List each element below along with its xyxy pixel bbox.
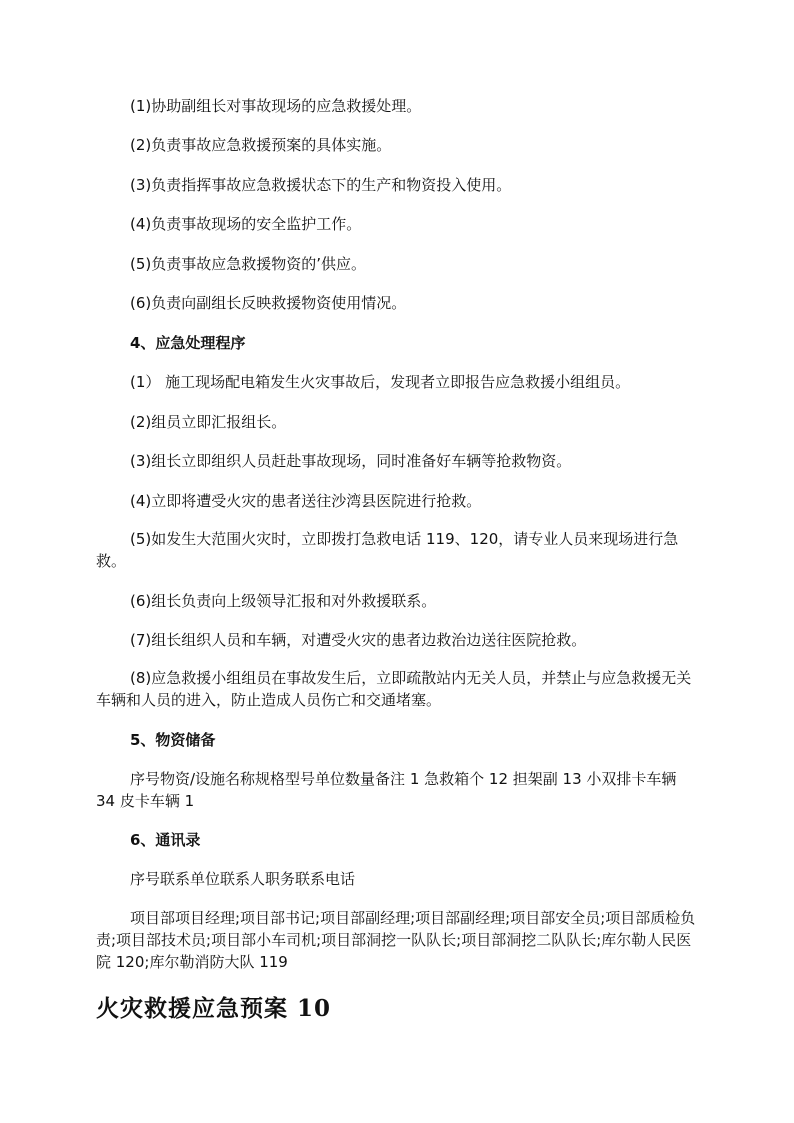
paragraph: (7)组长组织人员和车辆，对遭受火灾的患者边救治边送往医院抢救。 — [130, 631, 587, 649]
paragraph: (5)如发生大范围火灾时，立即拨打急救电话 119、120，请专业人员来现场进行急救。 — [96, 530, 679, 570]
contacts-header: 序号联系单位联系人职务联系电话 — [130, 870, 356, 888]
supplies-list: 序号物资/设施名称规格型号单位数量备注 1 急救箱个 12 担架副 13 小双排卡车辆 34 皮卡车辆 1 — [96, 770, 677, 810]
paragraph: (5)负责事故应急救援物资的’供应。 — [130, 255, 367, 273]
paragraph: (4)立即将遭受火灾的患者送往沙湾县医院进行抢救。 — [130, 492, 482, 510]
paragraph: (6)组长负责向上级领导汇报和对外救援联系。 — [130, 592, 437, 610]
paragraph: (1)协助副组长对事故现场的应急救援处理。 — [130, 97, 422, 115]
paragraph: (8)应急救援小组组员在事故发生后，立即疏散站内无关人员，并禁止与应急救援无关车辆和人员的进入，防止造成人员伤亡和交通堵塞。 — [96, 669, 692, 709]
paragraph: (3)组长立即组织人员赶赴事故现场，同时准备好车辆等抢救物资。 — [130, 452, 572, 470]
section-heading: 6、通讯录 — [130, 831, 201, 849]
paragraph: (4)负责事故现场的安全监护工作。 — [130, 215, 362, 233]
contacts-list: 项目部项目经理;项目部书记;项目部副经理;项目部副经理;项目部安全员;项目部质检负责;项目部技术员;项目部小车司机;项目部洞挖一队队长;项目部洞挖二队队长;库尔勒人民医院 120;库尔勒消防大队 119 — [96, 909, 696, 971]
paragraph: (1） 施工现场配电箱发生火灾事故后，发现者立即报告应急救援小组组员。 — [130, 373, 631, 391]
paragraph: (6)负责向副组长反映救援物资使用情况。 — [130, 294, 407, 312]
paragraph: (2)组员立即汇报组长。 — [130, 413, 287, 431]
section-heading: 4、应急处理程序 — [130, 334, 246, 352]
paragraph: (3)负责指挥事故应急救援状态下的生产和物资投入使用。 — [130, 176, 512, 194]
section-title: 火灾救援应急预案 10 — [96, 995, 332, 1022]
section-heading: 5、物资储备 — [130, 731, 216, 749]
paragraph: (2)负责事故应急救援预案的具体实施。 — [130, 136, 392, 154]
